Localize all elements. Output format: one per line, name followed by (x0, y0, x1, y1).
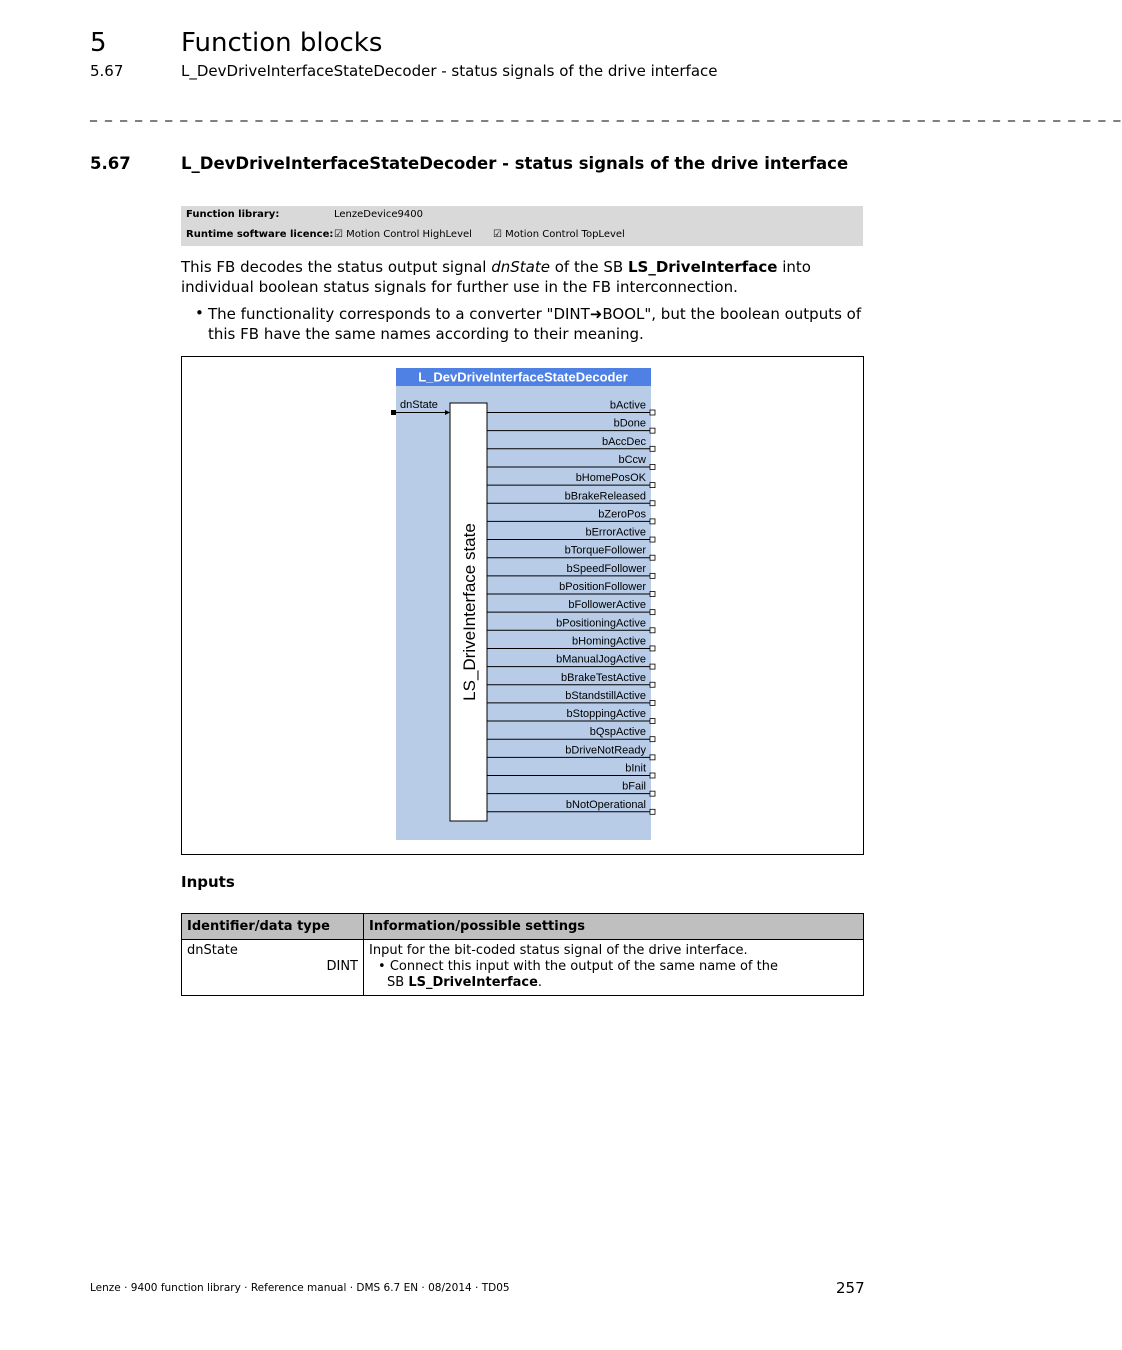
intro-text: of the SB (549, 258, 628, 276)
col-info-header: Information/possible settings (364, 914, 864, 940)
output-connector (650, 483, 655, 488)
output-label-bSpeedFollower: bSpeedFollower (566, 562, 646, 575)
page-number: 257 (836, 1279, 865, 1297)
output-connector (650, 555, 655, 560)
output-label-bErrorActive: bErrorActive (585, 526, 646, 539)
info-bullet-text: . (537, 975, 543, 990)
output-connector (650, 410, 655, 415)
output-label-bHomePosOK: bHomePosOK (575, 472, 646, 485)
info-text: Input for the bit-coded status signal of the drive interface. (369, 943, 748, 958)
output-label-bFollowerActive: bFollowerActive (568, 599, 646, 612)
intro-paragraph (181, 257, 871, 297)
output-connector (650, 464, 655, 469)
output-connector (650, 501, 655, 506)
output-connector (650, 610, 655, 615)
intro-text: This FB decodes the status output signal (181, 258, 492, 276)
footer-text: Lenze · 9400 function library · Reference manual · DMS 6.7 EN · 08/2014 · TD05 (90, 1282, 510, 1294)
function-library-value: LenzeDevice9400 (334, 209, 423, 220)
output-label-bZeroPos: bZeroPos (598, 508, 646, 521)
output-connector (650, 737, 655, 742)
licence-toplevel: ☑ Motion Control TopLevel (493, 229, 625, 240)
info-sb-name: LS_DriveInterface (408, 975, 538, 990)
output-label-bPositioningActive: bPositioningActive (556, 617, 646, 630)
licence-highlevel: ☑ Motion Control HighLevel (334, 229, 472, 240)
col-identifier-header: Identifier/data type (182, 914, 364, 940)
output-connector (650, 537, 655, 542)
info-bullet-text: SB (387, 975, 409, 990)
identifier-name: dnState (187, 943, 238, 958)
output-label-bPositionFollower: bPositionFollower (559, 581, 646, 593)
output-connector (650, 646, 655, 651)
bullet-marker: • (378, 959, 386, 974)
output-connector (650, 428, 655, 433)
fb-diagram (182, 357, 863, 854)
identifier-type: DINT (326, 959, 358, 974)
library-info-box (181, 206, 863, 246)
header-separator: _ _ _ _ _ _ _ _ _ _ _ _ _ _ _ _ _ _ _ _ _ _ _ _ _ _ _ _ _ _ _ _ _ _ _ _ _ _ _ _ _ _ _ _ _ _ _ _ _ _ _ _ _ _ _ _ _ _ _ _ _ _ _ _ _ _ _ _ _ (90, 106, 1122, 122)
output-label-bStandstillActive: bStandstillActive (565, 689, 646, 702)
output-label-bQspActive: bQspActive (589, 726, 646, 739)
output-connector (650, 628, 655, 633)
output-label-bBrakeTestActive: bBrakeTestActive (561, 671, 646, 684)
intro-text: into individual boolean status signals for further use in the FB interconnection. (181, 258, 811, 296)
input-connector (391, 410, 396, 415)
output-connector (650, 755, 655, 760)
header-section-number: 5.67 (90, 62, 124, 80)
table-header-row (182, 914, 864, 940)
info-bullet-cont (369, 975, 858, 991)
output-connector (650, 592, 655, 597)
info-bullet (369, 959, 858, 975)
output-label-bCcw: bCcw (618, 453, 646, 466)
output-connector (650, 719, 655, 724)
section-title: L_DevDriveInterfaceStateDecoder - status signals of the drive interface (181, 154, 849, 173)
licence-label: Runtime software licence: (186, 229, 334, 240)
output-label-bNotOperational: bNotOperational (565, 798, 646, 811)
function-library-label: Function library: (186, 209, 280, 220)
output-label-bDone: bDone (613, 417, 646, 430)
output-label-bTorqueFollower: bTorqueFollower (564, 544, 646, 557)
output-connector (650, 809, 655, 814)
intro-signal: dnState (491, 258, 550, 276)
table-row (182, 940, 864, 996)
info-cell (364, 940, 864, 996)
output-connector (650, 700, 655, 705)
identifier-cell (182, 940, 364, 996)
header-section-title: L_DevDriveInterfaceStateDecoder - status signals of the drive interface (181, 62, 718, 80)
output-connector (650, 773, 655, 778)
output-connector (650, 791, 655, 796)
output-label-bDriveNotReady: bDriveNotReady (565, 744, 646, 757)
output-connector (650, 573, 655, 578)
output-label-bManualJogActive: bManualJogActive (556, 653, 646, 666)
output-label-bInit: bInit (625, 762, 646, 775)
fb-diagram-frame (181, 356, 864, 855)
output-connector (650, 519, 655, 524)
inputs-table (181, 913, 864, 996)
info-bullet-text: Connect this input with the output of the same name of the (389, 959, 778, 974)
output-label-bHomingActive: bHomingActive (572, 635, 646, 648)
bullet-marker: • (195, 304, 204, 322)
output-label-bFail: bFail (622, 780, 646, 793)
intro-sb-name: LS_DriveInterface (627, 258, 778, 276)
section-number: 5.67 (90, 154, 131, 173)
output-label-bActive: bActive (609, 399, 646, 412)
output-label-bAccDec: bAccDec (601, 435, 646, 448)
inputs-heading: Inputs (181, 873, 235, 891)
fb-title: L_DevDriveInterfaceStateDecoder (418, 369, 628, 385)
output-connector (650, 664, 655, 669)
input-label: dnState (400, 399, 438, 411)
chapter-title: Function blocks (181, 28, 383, 58)
output-connector (650, 682, 655, 687)
inner-block-label: LS_DriveInterface state (460, 523, 479, 701)
output-label-bStoppingActive: bStoppingActive (566, 708, 646, 721)
chapter-number: 5 (90, 28, 107, 58)
output-connector (650, 446, 655, 451)
output-label-bBrakeReleased: bBrakeReleased (564, 490, 646, 503)
intro-bullet: The functionality corresponds to a converter "DINT➜BOOL", but the boolean outputs of this FB have the same names according to their meaning. (208, 305, 862, 343)
